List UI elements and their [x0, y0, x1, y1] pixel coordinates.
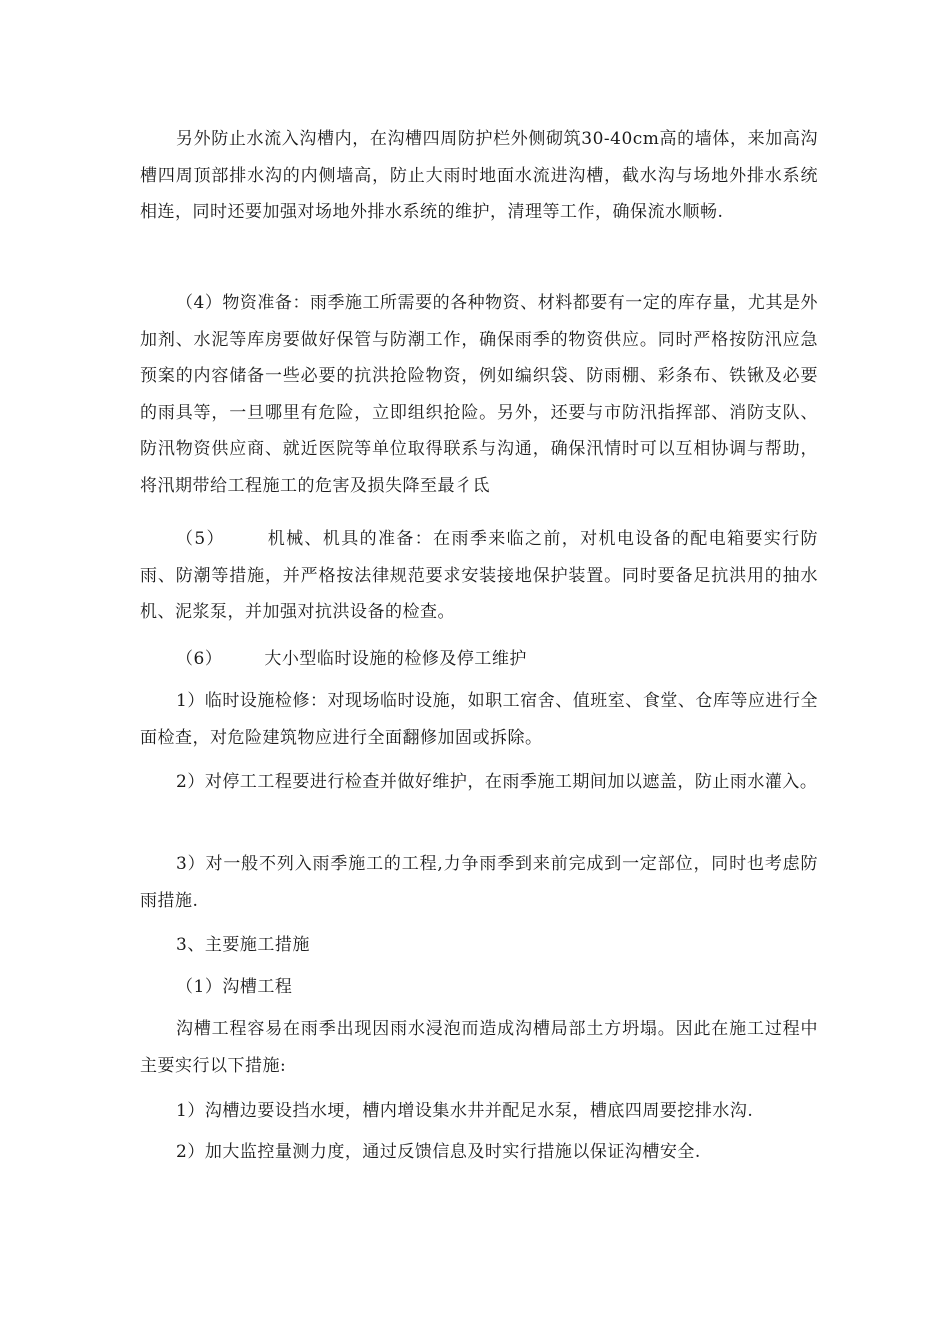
paragraph-machinery: [140, 521, 818, 631]
paragraph-trench-measure-2: 2）加大监控量测力度，通过反馈信息及时实行措施以保证沟槽安全.: [176, 1142, 701, 1162]
paragraph-suspended-works: 2）对停工工程要进行检查并做好维护，在雨季施工期间加以遮盖，防止雨水灌入。: [176, 772, 818, 792]
item-number-6: （6）: [176, 649, 223, 669]
section-heading-main-measures: 3、主要施工措施: [176, 935, 310, 955]
paragraph-temporary-facilities-heading: [140, 641, 818, 678]
heading-temporary-facilities-text: 大小型临时设施的检修及停工维护: [264, 649, 527, 669]
subheading-trench-works: （1）沟槽工程: [176, 977, 293, 997]
item-number-5: （5）: [176, 529, 225, 549]
paragraph-trench-measure-1: 1）沟槽边要设挡水埂，槽内增设集水井并配足水泵，槽底四周要挖排水沟.: [176, 1101, 754, 1121]
paragraph-materials: （4）物资准备：雨季施工所需要的各种物资、材料都要有一定的库存量，尤其是外加剂、水泥等库房要做好保管与防潮工作，确保雨季的物资供应。同时严格按防汛应急预案的内容储备一些必要的抗洪抢险物资，例如编织袋、防雨棚、彩条布、铁锹及必要的雨具等，一旦哪里有危险，立即组织抢险。另外，还要与市防汛指挥部、消防支队、防汛物资供应商、就近医院等单位取得联系与沟通，确保汛情时可以互相协调与帮助，将汛期带给工程施工的危害及损失降至最彳氐: [140, 293, 818, 496]
paragraph-non-rainy-works: 3）对一般不列入雨季施工的工程,力争雨季到来前完成到一定部位，同时也考虑防雨措施.: [140, 854, 818, 911]
paragraph-facility-inspection: 1）临时设施检修：对现场临时设施，如职工宿舍、值班室、食堂、仓库等应进行全面检查，对危险建筑物应进行全面翻修加固或拆除。: [140, 691, 818, 748]
paragraph-trench-collapse: 沟槽工程容易在雨季出现因雨水浸泡而造成沟槽局部土方坍塌。因此在施工过程中主要实行以下措施:: [140, 1019, 818, 1076]
paragraph-machinery-text: 机械、机具的准备：在雨季来临之前，对机电设备的配电箱要实行防雨、防潮等措施，并严格按法律规范要求安装接地保护装置。同时要备足抗洪用的抽水机、泥浆泵，并加强对抗洪设备的检查。: [140, 529, 819, 622]
paragraph-drainage: 另外防止水流入沟槽内，在沟槽四周防护栏外侧砌筑30-40cm高的墙体，来加高沟槽四周顶部排水沟的内侧墙高，防止大雨时地面水流进沟槽，截水沟与场地外排水系统相连，同时还要加强对场地外排水系统的维护，清理等工作，确保流水顺畅.: [140, 129, 818, 222]
